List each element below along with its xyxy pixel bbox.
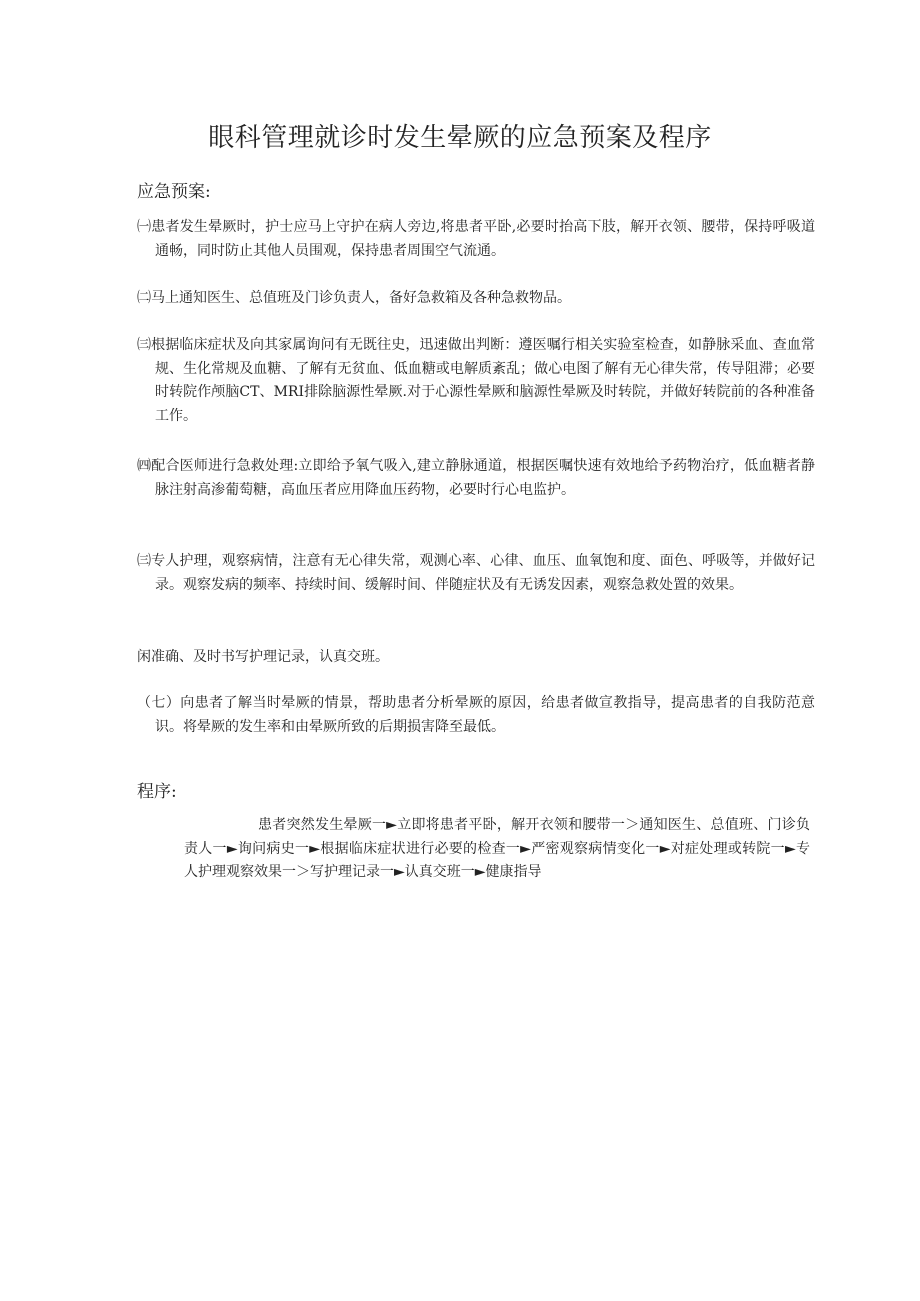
plan-item-1: ㈠患者发生晕厥时，护士应马上守护在病人旁边,将患者平卧,必要时抬高下肢，解开衣领、腰带，保持呼吸道通畅，同时防止其他人员围观，保持患者周围空气流通。	[137, 219, 815, 259]
plan-item-2: ㈡马上通知医生、总值班及门诊负责人，备好急救箱及各种急救物品。	[137, 290, 571, 306]
plan-item-5: ㈢专人护理，观察病情，注意有无心律失常，观测心率、心律、血压、血氧饱和度、面色、呼吸等，并做好记录。观察发病的频率、持续时间、缓解时间、伴随症状及有无诱发因素，观察急救处置的效果。	[137, 553, 815, 593]
procedure-flow-text: 患者突然发生晕厥一►立即将患者平卧，解开衣领和腰带一＞通知医生、总值班、门诊负责人一►询问病史一►根据临床症状进行必要的检查一►严密观察病情变化一►对症处理或转院一►专人护理观察效果一＞写护理记录一►认真交班一►健康指导	[184, 817, 810, 880]
plan-item-6: 闲准确、及时书写护理记录，认真交班。	[137, 649, 389, 665]
plan-item-3: ㈢根据临床症状及向其家属询问有无既往史，迅速做出判断：遵医嘱行相关实验室检查，如静脉采血、查血常规、生化常规及血糖、了解有无贫血、低血糖或电解质紊乱；做心电图了解有无心律失常，传导阻滞；必要时转院作颅脑CT、MRI排除脑源性晕厥.对于心源性晕厥和脑源性晕厥及时转院，并做好转院前的各种准备工作。	[137, 337, 815, 424]
plan-item-4: ㈣配合医师进行急救处理:立即给予氧气吸入,建立静脉通道，根据医嘱快速有效地给予药物治疗，低血糖者静脉注射高渗葡萄糖，高血压者应用降血压药物，必要时行心电监护。	[137, 458, 815, 498]
procedure-heading: 程序:	[137, 782, 177, 802]
emergency-plan-heading: 应急预案:	[137, 182, 211, 202]
document-title: 眼科管理就诊时发生晕厥的应急预案及程序	[208, 123, 712, 153]
plan-item-7: （七）向患者了解当时晕厥的情景，帮助患者分析晕厥的原因，给患者做宣教指导，提高患者的自我防范意识。将晕厥的发生率和由晕厥所致的后期损害降至最低。	[137, 695, 815, 735]
